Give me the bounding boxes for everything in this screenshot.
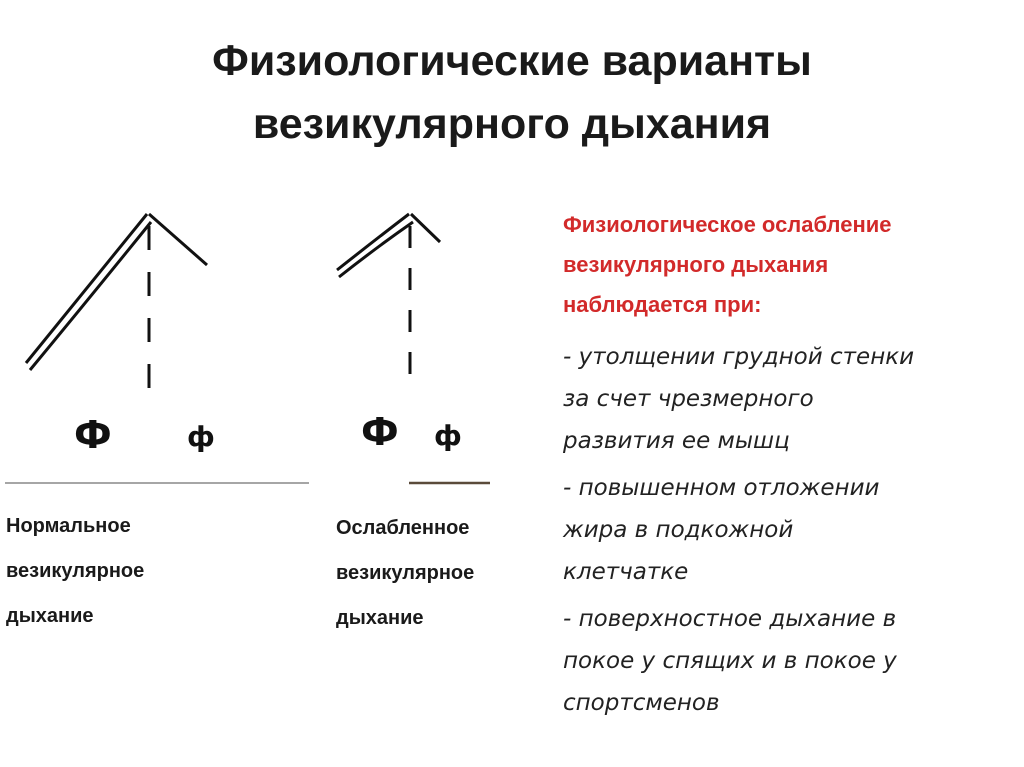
normal-breathing-caption [6,504,144,639]
condition-line: - утолщении грудной стенки [563,344,915,370]
condition-line: за счет чрезмерного [563,386,814,412]
heading-line: везикулярного дыхания [563,252,829,277]
condition-line: клетчатке [563,559,689,585]
weakened-breathing-caption [336,506,474,641]
title-line-1: Физиологические варианты [212,37,812,85]
expiration-symbol-normal: ф [187,420,215,453]
inspiration-curve [337,214,409,270]
slide-title [0,30,1024,156]
condition-line: - поверхностное дыхание в [563,606,897,632]
inspiration-curve [26,214,147,363]
caption-line: дыхание [336,607,424,629]
title-line-2: везикулярного дыхания [252,100,772,148]
condition-item [563,336,1023,462]
condition-line: спортсменов [563,690,720,716]
weakened-breathing-diagram [325,200,525,500]
caption-line: Ослабленное [336,517,470,539]
expiration-line [149,214,207,265]
condition-line: покое у спящих и в покое у [563,648,897,674]
inspiration-curve-inner [339,222,413,277]
inspiration-symbol-weakened: Ф [361,410,399,454]
condition-line: развития ее мышц [563,428,790,454]
caption-line: везикулярное [336,562,475,584]
expiration-symbol-weakened: ф [434,419,462,452]
condition-line: жира в подкожной [563,517,794,543]
condition-line: - повышенном отложении [563,475,880,501]
inspiration-curve-inner [30,222,151,370]
inspiration-symbol-normal: Ф [74,413,112,457]
normal-breathing-diagram [0,200,320,500]
condition-item [563,598,1023,724]
caption-line: везикулярное [6,560,145,582]
heading-line: наблюдается при: [563,292,762,317]
conditions-list [563,336,1023,729]
caption-line: дыхание [6,605,94,627]
condition-item [563,467,1023,593]
weakening-heading [563,205,1023,325]
expiration-line [411,214,440,242]
heading-line: Физиологическое ослабление [563,212,892,237]
caption-line: Нормальное [6,515,131,537]
